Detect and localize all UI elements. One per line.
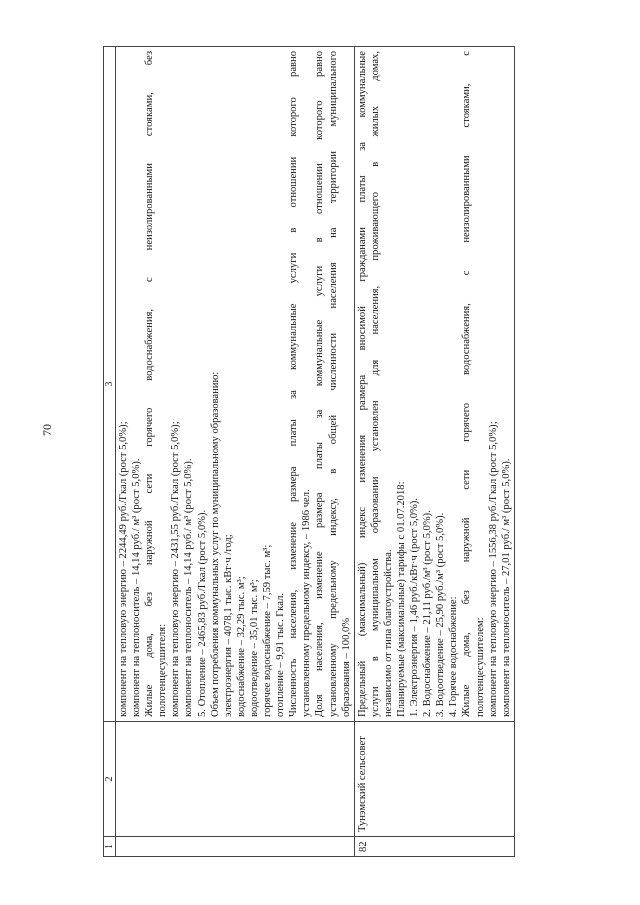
text-line: водоотведение – 35,01 тыс. м³; [248, 579, 260, 717]
text-line: установленному предельному индексу, – 1986 чел. [301, 489, 313, 717]
text-line: компонент на теплоноситель – 14,14 руб./ м³ (рост 5,0%). [183, 458, 195, 717]
header-cell-1: 1 [104, 837, 116, 857]
table-header-row [104, 47, 116, 857]
table-row-82 [354, 47, 514, 857]
header-cell-3: 3 [104, 47, 116, 722]
table-row-continuation [116, 47, 355, 857]
text-line: Жилые дома, без наружной сети горячего водоснабжения, с неизолированными стояками, без [144, 51, 156, 717]
text-line: электроэнергия – 4078,1 тыс. кВт·ч /год; [222, 534, 234, 717]
text-line: горячее водоснабжение – 7,59 тыс. м³; [262, 544, 274, 717]
text-line: компонент на тепловую энергию – 2431,55 руб./Гкал (рост 5,0%); [170, 421, 182, 717]
text-line: полотенцесушителем: [474, 617, 486, 717]
text-line: 4. Горячее водоснабжение: [448, 596, 460, 717]
row-content-cell [354, 47, 514, 722]
row-name-cell [116, 722, 355, 837]
text-line: 2. Водоснабжение – 21,11 руб./м³ (рост 5,0%). [422, 510, 434, 717]
text-line: компонент на тепловую энергию – 1556,38 руб./Гкал (рост 5,0%); [487, 421, 499, 717]
text-line: услуги в муниципальном образовании установлен для населения, проживающего в жилых домах, [369, 51, 381, 717]
rotated-page-content [103, 47, 555, 857]
text-line: полотенцесушителя: [157, 623, 169, 717]
tariff-table [103, 46, 515, 857]
header-cell-2: 2 [104, 722, 116, 837]
text-line: Численность населения, изменение размера платы за коммунальные услуги в отношении которого равно [288, 51, 300, 717]
row-content-cell [116, 47, 355, 722]
text-line: Жилые дома, без наружной сети горячего водоснабжения, с неизолированными стояками, с [461, 51, 473, 717]
text-line: образования – 100,0% [340, 617, 352, 717]
row-name-cell: Тунэмский сельсовет [354, 722, 514, 837]
text-line: Предельный (максимальный) индекс изменения размера вносимой гражданами платы за коммунальные [356, 51, 368, 717]
row-number-cell: 82 [354, 837, 514, 857]
text-line: установленному предельному индексу, в общей численности населения на территории муниципального [327, 51, 339, 717]
row-number-cell [116, 837, 355, 857]
text-line: Планируемые (максимальные) тарифы с 01.07.2018: [395, 481, 407, 717]
text-line: компонент на теплоноситель – 14,14 руб./ м³ (рост 5,0%). [131, 458, 143, 717]
text-line: 3. Водоотведение – 25,90 руб./м³ (рост 5,0%). [435, 512, 447, 717]
text-line: независимо от типа благоустройства. [382, 549, 394, 717]
text-line: компонент на теплоноситель – 27,01 руб./ м³ (рост 5,0%). [500, 458, 512, 717]
text-line: Доля населения, изменение размера платы за коммунальные услуги в отношении которого равно [314, 51, 326, 717]
text-line: компонент на тепловую энергию – 2244,49 руб./Гкал (рост 5,0%); [118, 421, 129, 717]
text-line: Объем потребления коммунальных услуг по муниципальному образованию: [209, 371, 221, 717]
text-line: 5. Отопление – 2465,83 руб./Гкал (рост 5,0%). [196, 509, 208, 717]
text-line: водоснабжение – 32,29 тыс. м³; [235, 576, 247, 717]
text-line: 1. Электроэнергия – 1,46 руб./кВт·ч (рост 5,0%). [409, 497, 421, 717]
text-line: отопление – 9,91 тыс. Гкал. [275, 592, 287, 717]
page-number: 70 [40, 424, 54, 436]
